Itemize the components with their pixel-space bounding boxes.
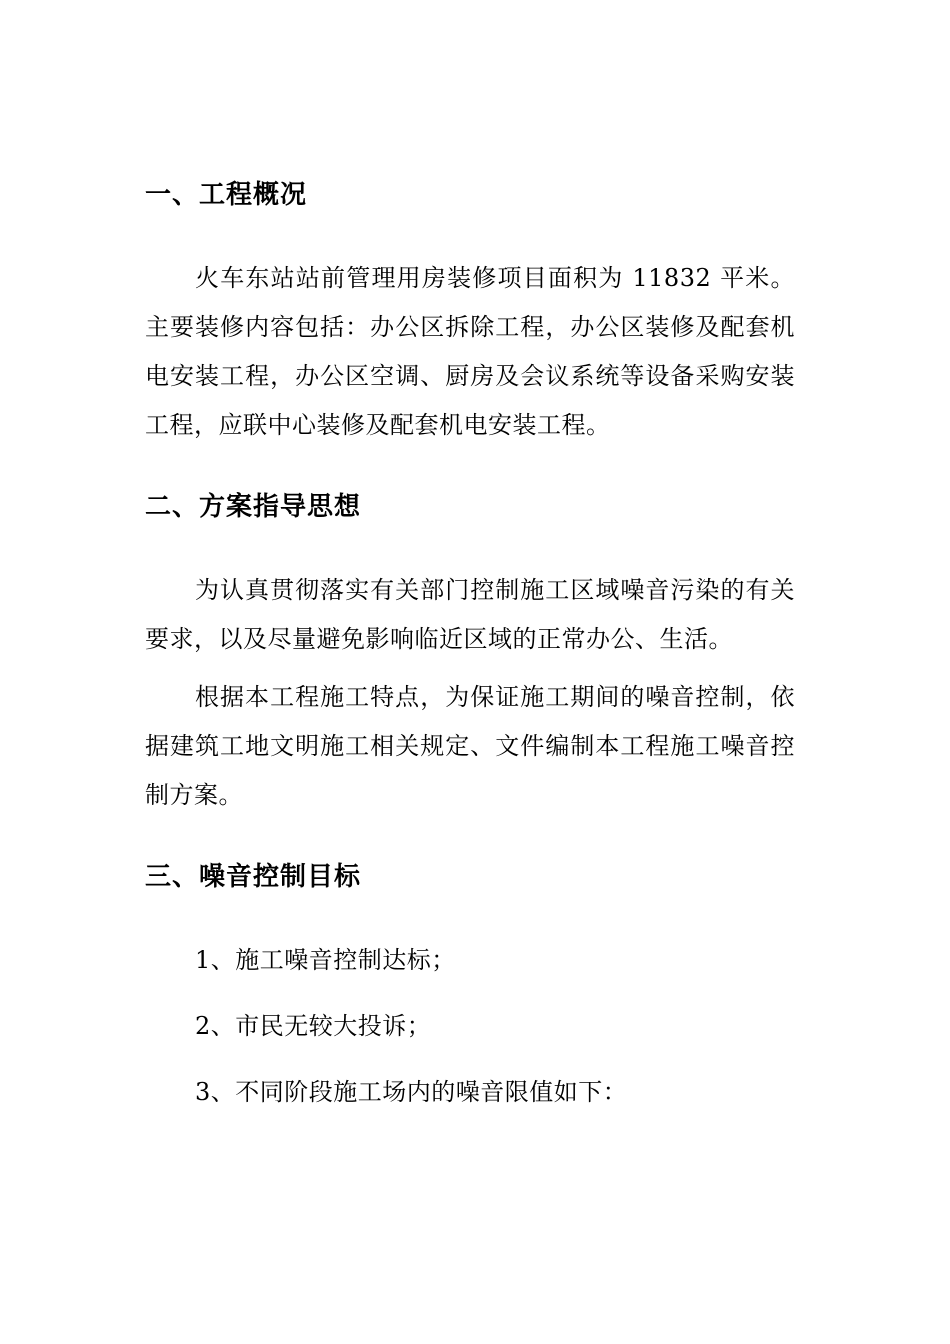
noise-target-item-2: 2、市民无较大投诉； [195, 1012, 432, 1040]
noise-target-item-1: 1、施工噪音控制达标； [195, 946, 456, 974]
section-heading-overview: 一、工程概况 [145, 180, 308, 210]
guiding-idea-paragraph-2: 根据本工程施工特点，为保证施工期间的噪音控制，依据建筑工地文明施工相关规定、文件编制本工程施工噪音控制方案。 [145, 683, 795, 809]
overview-paragraph: 火车东站站前管理用房装修项目面积为 11832 平米。主要装修内容包括：办公区拆除工程，办公区装修及配套机电安装工程，办公区空调、厨房及会议系统等设备采购安装工程，应联中心装修及配套机电安装工程。 [145, 264, 795, 439]
section-heading-noise-targets: 三、噪音控制目标 [145, 862, 362, 892]
section-heading-guiding-idea: 二、方案指导思想 [145, 492, 362, 522]
guiding-idea-paragraph-1: 为认真贯彻落实有关部门控制施工区域噪音污染的有关要求，以及尽量避免影响临近区域的正常办公、生活。 [145, 576, 795, 653]
document-body [145, 165, 795, 1117]
noise-target-item-3: 3、不同阶段施工场内的噪音限值如下： [195, 1078, 628, 1106]
